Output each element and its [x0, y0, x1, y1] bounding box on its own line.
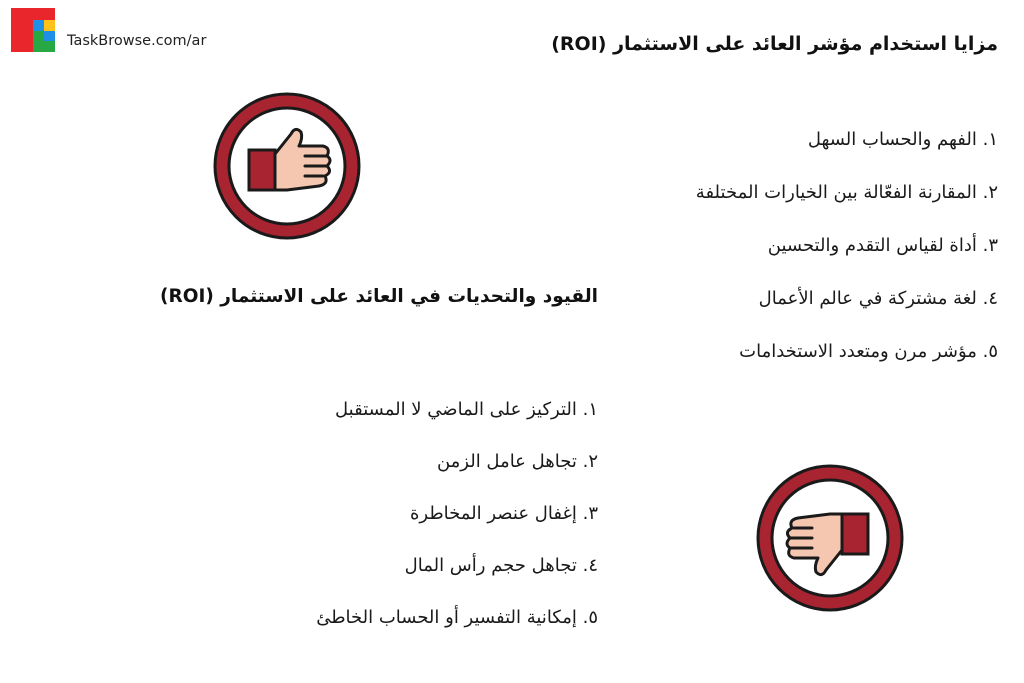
thumbs-up-icon: [207, 86, 367, 246]
advantage-item: ١. الفهم والحساب السهل: [807, 129, 998, 150]
advantage-item: ٣. أداة لقياس التقدم والتحسين: [767, 235, 998, 256]
limitation-item: ٤. تجاهل حجم رأس المال: [404, 555, 598, 576]
site-logo: [11, 8, 55, 52]
thumbs-down-icon: [750, 458, 910, 618]
advantage-item: ٥. مؤشر مرن ومتعدد الاستخدامات: [739, 341, 998, 362]
advantages-list: [696, 129, 998, 394]
advantage-item: ٢. المقارنة الفعّالة بين الخيارات المختلفة: [695, 182, 998, 203]
site-name: TaskBrowse.com/ar: [67, 33, 207, 49]
limitations-list: [316, 399, 598, 659]
limitations-title: القيود والتحديات في العائد على الاستثمار (ROI): [160, 286, 598, 307]
limitation-item: ١. التركيز على الماضي لا المستقبل: [335, 399, 598, 420]
limitation-item: ٥. إمكانية التفسير أو الحساب الخاطئ: [316, 607, 598, 628]
advantage-item: ٤. لغة مشتركة في عالم الأعمال: [758, 288, 998, 309]
advantages-title: مزايا استخدام مؤشر العائد على الاستثمار (ROI): [551, 33, 998, 55]
limitation-item: ٣. إغفال عنصر المخاطرة: [409, 503, 598, 524]
limitation-item: ٢. تجاهل عامل الزمن: [436, 451, 598, 472]
